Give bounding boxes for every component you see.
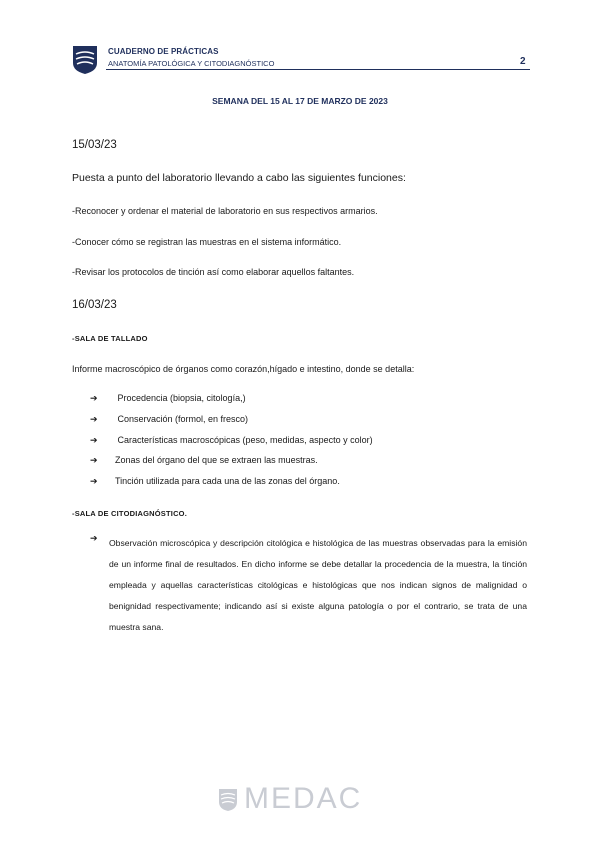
arrow-icon: ➔: [90, 455, 98, 465]
bullet-item: ➔ Tinción utilizada para cada una de las zonas del órgano.: [90, 476, 340, 486]
bullet-item: ➔ Conservación (formol, en fresco): [90, 414, 249, 424]
header-title: CUADERNO DE PRÁCTICAS: [108, 47, 219, 56]
citodiagnostico-description: Observación microscópica y descripción citológica e histológica de las muestras observadas para la emisión de un informe final de resultados. En dicho informe se debe detallar la procedencia de la muestra, la tinción empleada y aquellas características citológicas e histológicas que nos indican signos de malignidad o benignidad respectivamente; indicando así si existe alguna patología o por el contrario, se trata de una muestra sana.: [109, 538, 527, 632]
arrow-icon: ➔: [90, 476, 98, 486]
tallado-intro: Informe macroscópico de órganos como corazón,hígado e intestino, donde se detalla:: [72, 364, 415, 374]
page-number: 2: [520, 56, 526, 67]
arrow-icon: ➔: [90, 414, 98, 424]
bullet-item: ➔ Zonas del órgano del que se extraen las muestras.: [90, 455, 318, 465]
bullet-item: ➔ Características macroscópicas (peso, medidas, aspecto y color): [90, 435, 373, 445]
date-heading-2: 16/03/23: [72, 299, 117, 311]
task-item-2: -Conocer cómo se registran las muestras en el sistema informático.: [72, 237, 342, 247]
section-heading-citodiagnostico: -SALA DE CITODIAGNÓSTICO.: [72, 509, 188, 518]
arrow-icon: ➔: [90, 435, 98, 445]
task-item-1: -Reconocer y ordenar el material de laboratorio en sus respectivos armarios.: [72, 206, 378, 216]
week-title: SEMANA DEL 15 AL 17 DE MARZO DE 2023: [212, 96, 388, 106]
medac-shield-logo: [72, 45, 98, 75]
arrow-icon: ➔: [90, 393, 98, 403]
header-divider: [106, 69, 530, 70]
footer-brand: MEDAC: [244, 782, 363, 815]
arrow-icon: ➔: [90, 533, 98, 543]
bullet-item: ➔ Procedencia (biopsia, citología,): [90, 393, 246, 403]
section-heading-tallado: -SALA DE TALLADO: [72, 334, 148, 343]
lead-text: Puesta a punto del laboratorio llevando a cabo las siguientes funciones:: [72, 172, 406, 184]
date-heading-1: 15/03/23: [72, 139, 117, 151]
medac-shield-watermark: [218, 788, 238, 812]
task-item-3: -Revisar los protocolos de tinción así como elaborar aquellos faltantes.: [72, 267, 355, 277]
header-subtitle: ANATOMÍA PATOLÓGICA Y CITODIAGNÓSTICO: [108, 59, 275, 68]
footer-logo: [218, 782, 378, 822]
